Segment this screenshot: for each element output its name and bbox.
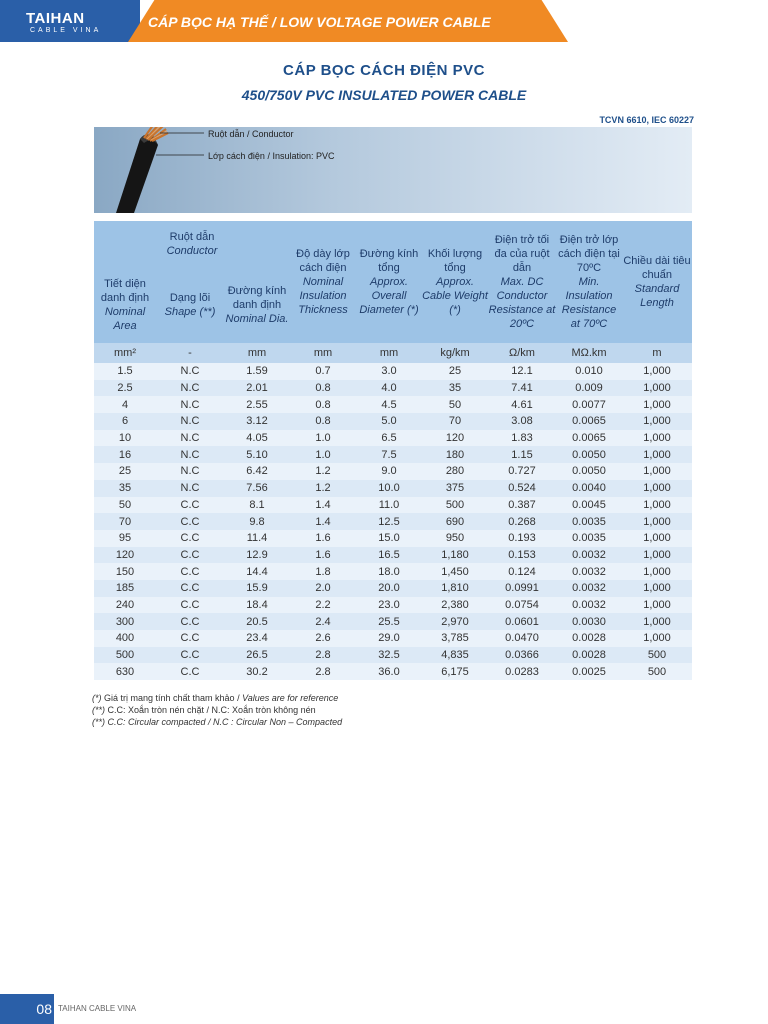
table-cell: 11.0 <box>356 497 422 514</box>
table-cell: 23.0 <box>356 597 422 614</box>
table-cell: C.C <box>156 613 224 630</box>
table-cell: 0.0601 <box>488 613 556 630</box>
table-cell: 1,000 <box>622 547 692 564</box>
note-prefix: (*) <box>92 693 104 703</box>
table-cell: 630 <box>94 663 156 680</box>
table-cell: 70 <box>422 413 488 430</box>
header-vn: Dạng lõi <box>169 292 211 304</box>
table-cell: 0.0032 <box>556 597 622 614</box>
table-cell: 1.6 <box>290 547 356 564</box>
table-cell: C.C <box>156 513 224 530</box>
table-cell: 150 <box>94 563 156 580</box>
table-cell: 1,000 <box>622 413 692 430</box>
cable-illustration <box>94 127 692 213</box>
table-cell: 0.0028 <box>556 647 622 664</box>
table-cell: 1.4 <box>290 497 356 514</box>
table-cell: 0.0032 <box>556 563 622 580</box>
table-cell: 9.0 <box>356 463 422 480</box>
page-number: 08 <box>0 994 54 1024</box>
header-vn: Độ dày lớp cách điện <box>296 248 350 274</box>
table-cell: 20.5 <box>224 613 290 630</box>
table-row <box>94 497 692 514</box>
table-row <box>94 530 692 547</box>
table-cell: 2.5 <box>94 380 156 397</box>
header-en: Nominal Insulation Thickness <box>298 276 348 316</box>
table-cell: 3,785 <box>422 630 488 647</box>
note-prefix: (**) <box>92 705 108 715</box>
table-cell: C.C <box>156 530 224 547</box>
table-cell: 14.4 <box>224 563 290 580</box>
table-cell: C.C <box>156 647 224 664</box>
table-cell: 12.5 <box>356 513 422 530</box>
table-cell: N.C <box>156 430 224 447</box>
table-cell: 0.0035 <box>556 530 622 547</box>
table-cell: 5.10 <box>224 446 290 463</box>
table-cell: 0.8 <box>290 396 356 413</box>
table-cell: 25.5 <box>356 613 422 630</box>
table-cell: 25 <box>94 463 156 480</box>
table-cell: N.C <box>156 480 224 497</box>
header-en: Nominal Area <box>104 306 146 332</box>
page-title-vn: CÁP BỌC CÁCH ĐIỆN PVC <box>283 62 485 79</box>
table-cell: 12.1 <box>488 363 556 380</box>
table-cell: 1.0 <box>290 446 356 463</box>
table-cell: 0.0032 <box>556 580 622 597</box>
table-cell: 50 <box>94 497 156 514</box>
table-row <box>94 396 692 413</box>
header-vn: Chiều dài tiêu chuẩn <box>623 255 691 281</box>
unit-cell: mm <box>224 343 290 363</box>
note-shape-vn <box>92 704 342 716</box>
table-cell: 12.9 <box>224 547 290 564</box>
table-cell: 10.0 <box>356 480 422 497</box>
header-vn: Điện trở lớp cách điện tại 70ºC <box>558 234 620 274</box>
table-cell: 0.0283 <box>488 663 556 680</box>
table-cell: 0.0366 <box>488 647 556 664</box>
table-row <box>94 647 692 664</box>
table-cell: C.C <box>156 663 224 680</box>
table-cell: 35 <box>422 380 488 397</box>
note-vn: Giá trị mang tính chất tham khảo / <box>104 693 243 703</box>
table-cell: 2.55 <box>224 396 290 413</box>
table-cell: 10 <box>94 430 156 447</box>
table-cell: 2.2 <box>290 597 356 614</box>
note-reference <box>92 692 342 704</box>
header-shape <box>156 267 224 343</box>
table-cell: 1.59 <box>224 363 290 380</box>
header-vn: Khối lượng tổng <box>427 248 483 274</box>
table-cell: 25 <box>422 363 488 380</box>
table-cell: 2.0 <box>290 580 356 597</box>
note-vn: C.C: Xoắn tròn nén chặt / N.C: Xoắn tròn không nén <box>107 705 316 715</box>
table-row <box>94 663 692 680</box>
table-cell: 1,180 <box>422 547 488 564</box>
table-cell: 0.0028 <box>556 630 622 647</box>
table-cell: 30.2 <box>224 663 290 680</box>
header-en: Approx. Overall Diameter (*) <box>359 276 419 316</box>
unit-cell: kg/km <box>422 343 488 363</box>
table-cell: 0.0032 <box>556 547 622 564</box>
brand-logo <box>0 0 140 42</box>
table-cell: 15.9 <box>224 580 290 597</box>
table-cell: 6.5 <box>356 430 422 447</box>
header-conductor-group <box>94 221 290 267</box>
table-cell: 240 <box>94 597 156 614</box>
table-cell: 1.15 <box>488 446 556 463</box>
table-cell: 0.0035 <box>556 513 622 530</box>
table-cell: 11.4 <box>224 530 290 547</box>
unit-cell: mm <box>290 343 356 363</box>
table-cell: 0.268 <box>488 513 556 530</box>
table-cell: 1,000 <box>622 597 692 614</box>
page-title-en: 450/750V PVC INSULATED POWER CABLE <box>241 87 527 103</box>
table-row <box>94 613 692 630</box>
table-cell: 1.4 <box>290 513 356 530</box>
table-row <box>94 630 692 647</box>
table-cell: 1.2 <box>290 463 356 480</box>
table-cell: N.C <box>156 380 224 397</box>
unit-cell: m <box>622 343 692 363</box>
table-cell: 1,000 <box>622 446 692 463</box>
header-cable-weight <box>422 221 488 343</box>
table-cell: 0.124 <box>488 563 556 580</box>
table-cell: N.C <box>156 413 224 430</box>
table-cell: 1,000 <box>622 463 692 480</box>
table-cell: 18.4 <box>224 597 290 614</box>
table-cell: 26.5 <box>224 647 290 664</box>
table-row <box>94 380 692 397</box>
table-cell: 32.5 <box>356 647 422 664</box>
table-cell: 280 <box>422 463 488 480</box>
header-conductor-en: Conductor <box>166 245 218 257</box>
table-cell: 0.0065 <box>556 430 622 447</box>
header-insulation-resistance <box>556 221 622 343</box>
table-cell: 16.5 <box>356 547 422 564</box>
conductor-label: Ruột dẫn / Conductor <box>208 129 294 139</box>
note-en: Values are for reference <box>242 693 339 703</box>
table-cell: 4,835 <box>422 647 488 664</box>
table-cell: 23.4 <box>224 630 290 647</box>
table-cell: C.C <box>156 580 224 597</box>
table-cell: 3.08 <box>488 413 556 430</box>
table-row <box>94 547 692 564</box>
table-cell: 2.8 <box>290 663 356 680</box>
table-cell: 375 <box>422 480 488 497</box>
table-cell: 0.0040 <box>556 480 622 497</box>
table-cell: 950 <box>422 530 488 547</box>
table-cell: N.C <box>156 463 224 480</box>
cable-drawing <box>94 127 692 213</box>
table-cell: 5.0 <box>356 413 422 430</box>
table-cell: 500 <box>622 663 692 680</box>
table-cell: C.C <box>156 547 224 564</box>
header-conductor-vn: Ruột dẫn <box>169 231 215 243</box>
table-cell: 9.8 <box>224 513 290 530</box>
section-title: CÁP BỌC HẠ THẾ / LOW VOLTAGE POWER CABLE <box>148 14 491 30</box>
table-cell: 4.5 <box>356 396 422 413</box>
note-en: C.C: Circular compacted / N.C : Circular Non – Compacted <box>107 717 343 727</box>
table-cell: 7.56 <box>224 480 290 497</box>
table-cell: 0.0754 <box>488 597 556 614</box>
table-cell: 500 <box>94 647 156 664</box>
unit-cell: - <box>156 343 224 363</box>
table-cell: 0.0991 <box>488 580 556 597</box>
table-cell: 1.0 <box>290 430 356 447</box>
unit-cell: mm <box>356 343 422 363</box>
table-cell: 1,000 <box>622 430 692 447</box>
header-nominal-area <box>94 267 156 343</box>
table-cell: C.C <box>156 563 224 580</box>
table-cell: 0.153 <box>488 547 556 564</box>
table-cell: N.C <box>156 363 224 380</box>
table-cell: 1,000 <box>622 580 692 597</box>
header-en: Standard Length <box>634 283 680 309</box>
table-cell: C.C <box>156 497 224 514</box>
header-en: Approx. Cable Weight (*) <box>422 276 488 316</box>
table-cell: 7.5 <box>356 446 422 463</box>
table-cell: 16 <box>94 446 156 463</box>
header-vn: Điện trở tối đa của ruột dẫn <box>494 234 550 274</box>
table-cell: 0.0050 <box>556 463 622 480</box>
header-vn: Đường kính tổng <box>359 248 419 274</box>
table-cell: 1,000 <box>622 530 692 547</box>
table-cell: 1,000 <box>622 396 692 413</box>
table-row <box>94 563 692 580</box>
table-cell: 8.1 <box>224 497 290 514</box>
table-row <box>94 513 692 530</box>
header-en: Max. DC Conductor Resistance at 20ºC <box>488 276 556 330</box>
table-cell: 4 <box>94 396 156 413</box>
table-cell: 1.6 <box>290 530 356 547</box>
table-cell: 500 <box>622 647 692 664</box>
table-row <box>94 446 692 463</box>
header-standard-length <box>622 221 692 343</box>
table-row <box>94 430 692 447</box>
table-cell: 1,000 <box>622 630 692 647</box>
table-cell: 185 <box>94 580 156 597</box>
table-cell: 1,000 <box>622 513 692 530</box>
table-cell: N.C <box>156 446 224 463</box>
standard-label: TCVN 6610, IEC 60227 <box>599 115 694 125</box>
table-cell: 0.0050 <box>556 446 622 463</box>
header-vn: Tiết diện danh định <box>100 278 150 304</box>
note-prefix: (**) <box>92 717 108 727</box>
note-shape-en <box>92 716 342 728</box>
table-cell: 0.7 <box>290 363 356 380</box>
table-cell: 7.41 <box>488 380 556 397</box>
unit-cell: mm² <box>94 343 156 363</box>
spec-table-body <box>94 343 692 680</box>
header-en: Nominal Dia. <box>225 313 289 325</box>
table-cell: 1,000 <box>622 363 692 380</box>
table-cell: 15.0 <box>356 530 422 547</box>
unit-cell: MΩ.km <box>556 343 622 363</box>
table-cell: 6 <box>94 413 156 430</box>
table-cell: C.C <box>156 597 224 614</box>
header-en: Min. Insulation Resistance at 70ºC <box>561 276 617 330</box>
table-cell: 1.8 <box>290 563 356 580</box>
table-cell: 4.05 <box>224 430 290 447</box>
table-cell: 300 <box>94 613 156 630</box>
table-cell: 0.8 <box>290 380 356 397</box>
table-cell: 0.0045 <box>556 497 622 514</box>
table-cell: 500 <box>422 497 488 514</box>
table-cell: 0.8 <box>290 413 356 430</box>
table-cell: 2.8 <box>290 647 356 664</box>
table-cell: 1,000 <box>622 480 692 497</box>
table-cell: 3.12 <box>224 413 290 430</box>
table-cell: 120 <box>94 547 156 564</box>
table-row <box>94 597 692 614</box>
table-cell: 0.009 <box>556 380 622 397</box>
logo-sub-text: CABLE VINA <box>30 27 102 34</box>
table-cell: 2.4 <box>290 613 356 630</box>
table-cell: 4.61 <box>488 396 556 413</box>
spec-table <box>94 221 692 680</box>
table-cell: 35 <box>94 480 156 497</box>
logo-main-text: TAIHAN <box>26 10 85 27</box>
table-cell: C.C <box>156 630 224 647</box>
table-cell: N.C <box>156 396 224 413</box>
table-cell: 0.0025 <box>556 663 622 680</box>
table-row <box>94 580 692 597</box>
table-cell: 1,000 <box>622 380 692 397</box>
table-cell: 1,000 <box>622 613 692 630</box>
table-cell: 36.0 <box>356 663 422 680</box>
table-cell: 70 <box>94 513 156 530</box>
table-cell: 6.42 <box>224 463 290 480</box>
table-cell: 6,175 <box>422 663 488 680</box>
table-cell: 1.83 <box>488 430 556 447</box>
table-cell: 50 <box>422 396 488 413</box>
table-cell: 2,970 <box>422 613 488 630</box>
table-cell: 2.01 <box>224 380 290 397</box>
table-cell: 18.0 <box>356 563 422 580</box>
footer-brand: TAIHAN CABLE VINA <box>58 1004 137 1013</box>
table-cell: 180 <box>422 446 488 463</box>
header-nominal-dia <box>224 267 290 343</box>
table-cell: 0.0030 <box>556 613 622 630</box>
table-cell: 95 <box>94 530 156 547</box>
table-cell: 29.0 <box>356 630 422 647</box>
table-cell: 20.0 <box>356 580 422 597</box>
table-cell: 1.5 <box>94 363 156 380</box>
table-row <box>94 413 692 430</box>
table-cell: 690 <box>422 513 488 530</box>
unit-cell: Ω/km <box>488 343 556 363</box>
table-row <box>94 480 692 497</box>
insulation-label: Lớp cách điện / Insulation: PVC <box>208 151 335 161</box>
table-cell: 2.6 <box>290 630 356 647</box>
table-cell: 4.0 <box>356 380 422 397</box>
table-cell: 0.010 <box>556 363 622 380</box>
table-cell: 3.0 <box>356 363 422 380</box>
header-vn: Đường kính danh định <box>227 285 287 311</box>
header-overall-diameter <box>356 221 422 343</box>
table-cell: 1.2 <box>290 480 356 497</box>
table-cell: 0.0065 <box>556 413 622 430</box>
table-cell: 0.0077 <box>556 396 622 413</box>
table-row <box>94 363 692 380</box>
table-cell: 2,380 <box>422 597 488 614</box>
footnotes <box>92 692 342 728</box>
header-insulation-thickness <box>290 221 356 343</box>
table-cell: 1,450 <box>422 563 488 580</box>
table-cell: 1,000 <box>622 497 692 514</box>
units-row <box>94 343 692 363</box>
table-row <box>94 463 692 480</box>
table-cell: 1,810 <box>422 580 488 597</box>
table-cell: 0.524 <box>488 480 556 497</box>
table-cell: 0.193 <box>488 530 556 547</box>
header-band <box>0 0 768 42</box>
table-cell: 1,000 <box>622 563 692 580</box>
header-en: Shape (**) <box>164 306 216 318</box>
table-cell: 120 <box>422 430 488 447</box>
header-conductor-resistance <box>488 221 556 343</box>
table-cell: 400 <box>94 630 156 647</box>
table-cell: 0.387 <box>488 497 556 514</box>
table-cell: 0.0470 <box>488 630 556 647</box>
table-cell: 0.727 <box>488 463 556 480</box>
